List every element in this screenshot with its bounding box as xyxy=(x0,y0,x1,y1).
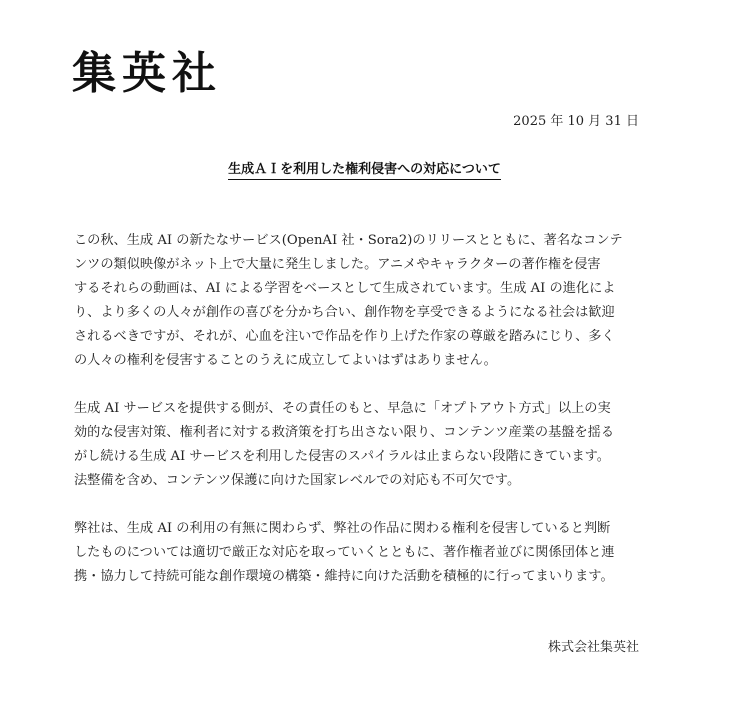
paragraph-1 xyxy=(74,229,638,373)
paragraph-line: するそれらの動画は、AI による学習をベースとして生成されています。生成 AI の進化によ xyxy=(74,281,616,296)
paragraph-line: この秋、生成 AI の新たなサービス(OpenAI 社・Sora2)のリリースとともに、著名なコンテ xyxy=(74,233,623,248)
paragraph-line: がし続ける生成 AI サービスを利用した侵害のスパイラルは止まらない段階にきています。 xyxy=(74,449,610,464)
statement-body xyxy=(74,229,638,613)
paragraph-line: されるべきですが、それが、心血を注いで作品を作り上げた作家の尊厳を踏みにじり、多く xyxy=(74,329,615,344)
paragraph-3 xyxy=(74,517,638,589)
statement-title xyxy=(0,158,729,177)
paragraph-line: 生成 AI サービスを提供する側が、その責任のもと、早急に「オプトアウト方式」以上の実 xyxy=(74,401,611,416)
statement-title-text: 生成ＡＩを利用した権利侵害への対応について xyxy=(228,162,501,180)
paragraph-line: ンツの類似映像がネット上で大量に発生しました。アニメやキャラクターの著作権を侵害 xyxy=(74,257,601,272)
paragraph-line: したものについては適切で厳正な対応を取っていくとともに、著作権者並びに関係団体と連 xyxy=(74,545,615,560)
paragraph-line: 法整備を含め、コンテンツ保護に向けた国家レベルでの対応も不可欠です。 xyxy=(74,473,521,488)
paragraph-line: 携・協力して持続可能な創作環境の構築・維持に向けた活動を積極的に行ってまいります。 xyxy=(74,569,614,584)
paragraph-line: 効的な侵害対策、権利者に対する救済策を打ち出さない限り、コンテンツ産業の基盤を揺る xyxy=(74,425,615,440)
paragraph-line: の人々の権利を侵害することのうえに成立してよいはずはありません。 xyxy=(74,353,497,368)
paragraph-line: 弊社は、生成 AI の利用の有無に関わらず、弊社の作品に関わる権利を侵害していると判断 xyxy=(74,521,611,536)
company-logo: 集英社 xyxy=(72,48,222,99)
paragraph-2 xyxy=(74,397,638,493)
statement-date: 2025 年 10 月 31 日 xyxy=(513,114,639,129)
company-signature: 株式会社集英社 xyxy=(547,640,639,655)
paragraph-line: り、より多くの人々が創作の喜びを分かち合い、創作物を享受できるようになる社会は歓迎 xyxy=(74,305,615,320)
